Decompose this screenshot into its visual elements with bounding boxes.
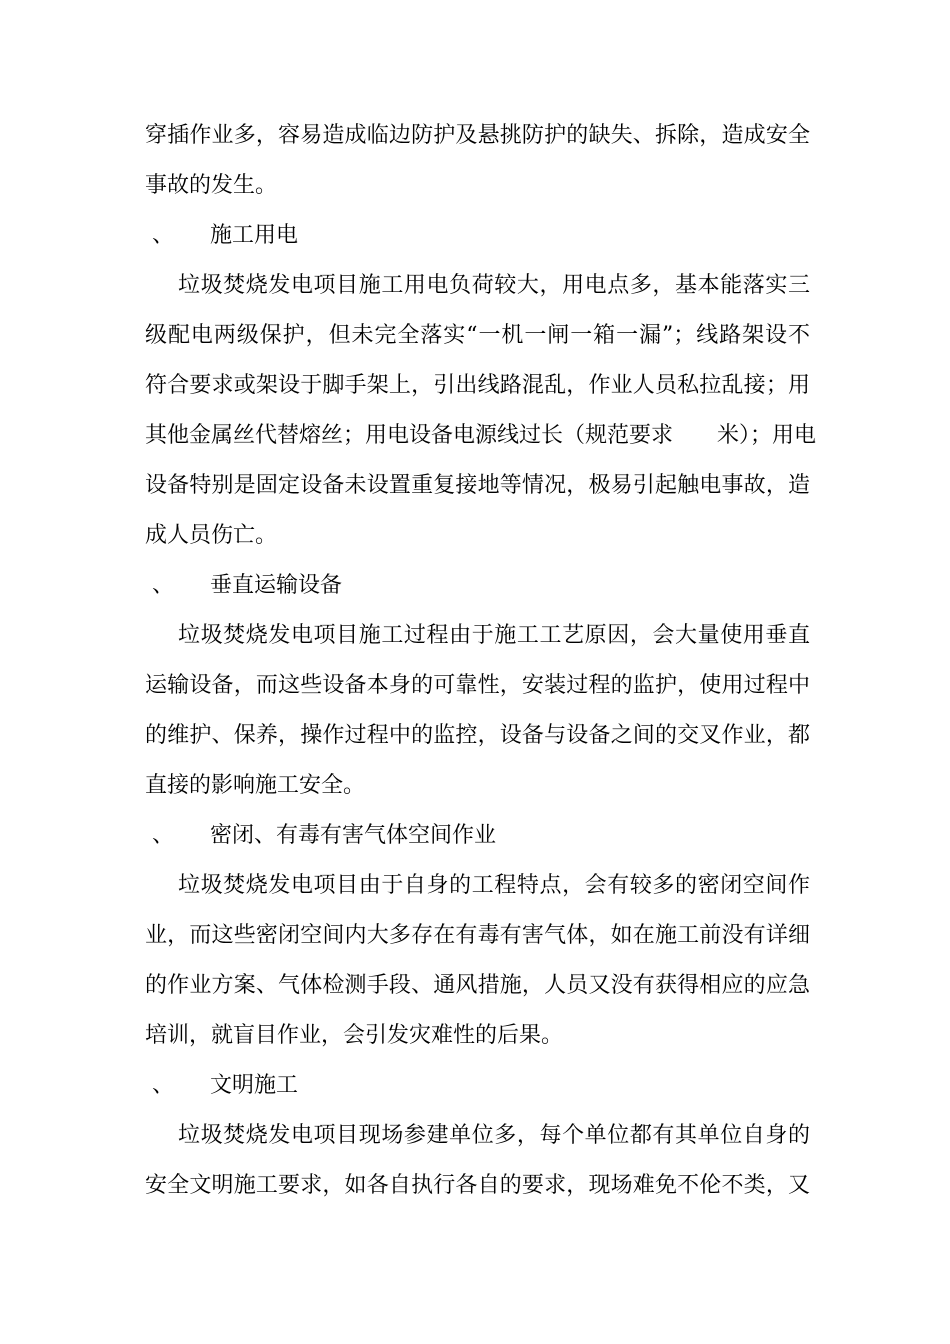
section-heading-confined-space xyxy=(152,811,496,861)
paragraph-line: 事故的发生。 xyxy=(145,173,278,198)
heading-title: 垂直运输设备 xyxy=(210,573,343,598)
paragraph-line: 运输设备，而这些设备本身的可靠性，安装过程的监护，使用过程中 xyxy=(145,673,810,698)
paragraph-line: 级配电两级保护，但未完全落实“一机一闸一箱一漏”；线路架设不 xyxy=(145,323,810,348)
heading-title: 密闭、有毒有害气体空间作业 xyxy=(210,823,497,848)
paragraph-line: 设备特别是固定设备未设置重复接地等情况，极易引起触电事故，造 xyxy=(145,473,810,498)
section-heading-vertical-transport xyxy=(152,561,342,611)
paragraph-line: 垃圾焚烧发电项目现场参建单位多，每个单位都有其单位自身的 xyxy=(178,1123,810,1148)
heading-title: 文明施工 xyxy=(210,1073,299,1098)
section-heading-power xyxy=(152,211,298,261)
paragraph-line: 的作业方案、气体检测手段、通风措施，人员又没有获得相应的应急 xyxy=(145,973,810,998)
heading-mark: 、 xyxy=(152,823,175,848)
heading-mark: 、 xyxy=(152,573,175,598)
paragraph-line: 其他金属丝代替熔丝；用电设备电源线过长（规范要求 米）；用电 xyxy=(145,423,817,448)
paragraph-line: 业，而这些密闭空间内大多存在有毒有害气体，如在施工前没有详细 xyxy=(145,923,810,948)
paragraph-line: 垃圾焚烧发电项目施工用电负荷较大，用电点多，基本能落实三 xyxy=(178,273,810,298)
section-heading-civilized-construction xyxy=(152,1061,298,1111)
paragraph-line: 符合要求或架设于脚手架上，引出线路混乱，作业人员私拉乱接；用 xyxy=(145,373,810,398)
paragraph-line: 穿插作业多，容易造成临边防护及悬挑防护的缺失、拆除，造成安全 xyxy=(145,123,810,148)
paragraph-line: 直接的影响施工安全。 xyxy=(145,773,366,798)
heading-mark: 、 xyxy=(152,223,175,248)
paragraph-line: 的维护、保养，操作过程中的监控，设备与设备之间的交叉作业，都 xyxy=(145,723,810,748)
paragraph-line: 垃圾焚烧发电项目施工过程由于施工工艺原因，会大量使用垂直 xyxy=(178,623,810,648)
paragraph-line: 安全文明施工要求，如各自执行各自的要求，现场难免不伦不类，又 xyxy=(145,1173,810,1198)
paragraph-line: 培训，就盲目作业，会引发灾难性的后果。 xyxy=(145,1023,564,1048)
paragraph-line: 成人员伤亡。 xyxy=(145,523,278,548)
heading-mark: 、 xyxy=(152,1073,175,1098)
heading-title: 施工用电 xyxy=(210,223,299,248)
paragraph-line: 垃圾焚烧发电项目由于自身的工程特点，会有较多的密闭空间作 xyxy=(178,873,810,898)
